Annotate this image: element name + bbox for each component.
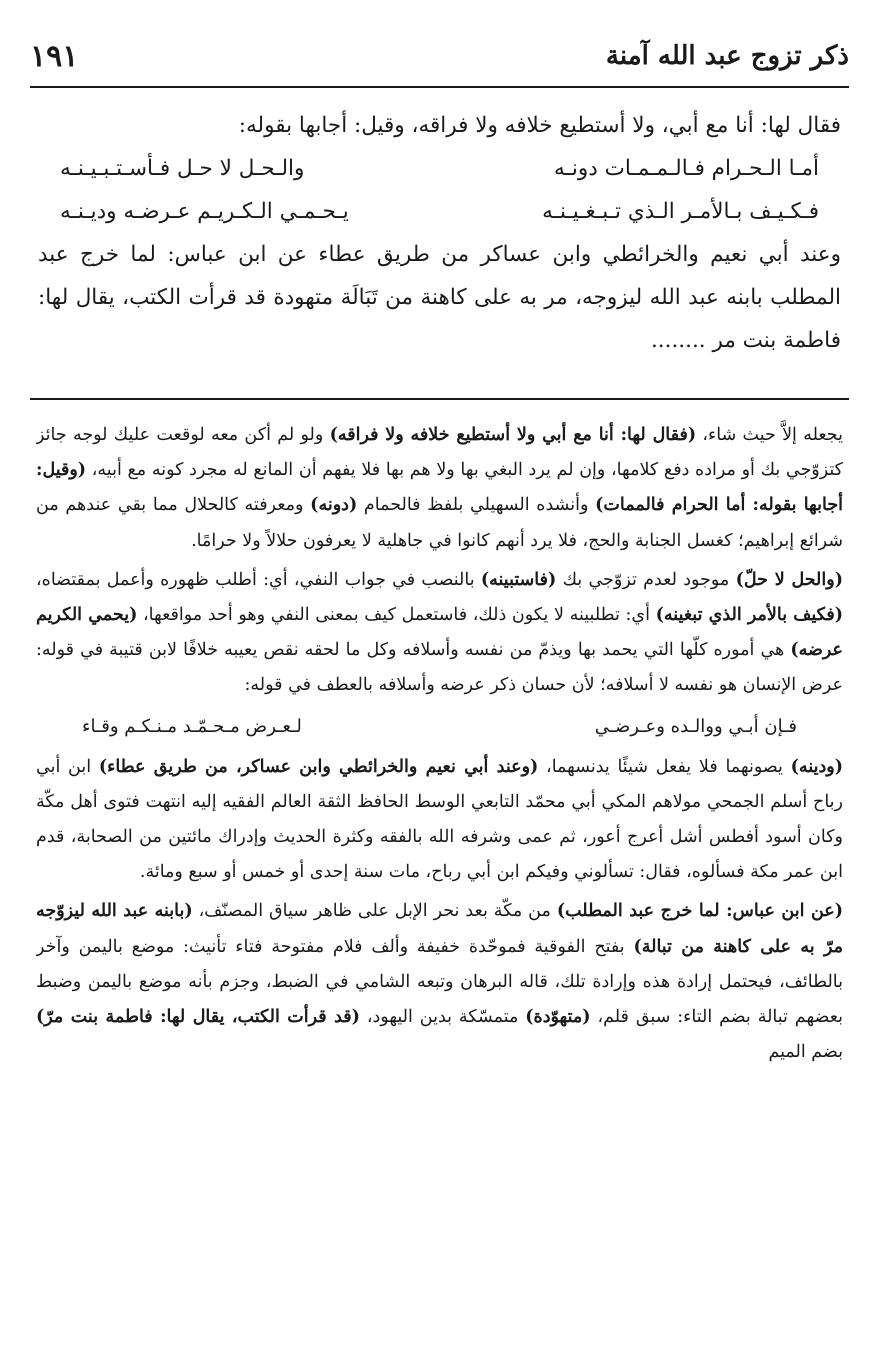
verse-line-2: [38, 190, 841, 233]
verse-2-second-hemistich: يـحـمـي الـكـريـم عـرضـه وديـنـه: [60, 199, 349, 224]
commentary-text-run: يجعله إلاَّ حيث شاء،: [696, 425, 843, 445]
running-title: ذكر تزوج عبد الله آمنة: [605, 41, 849, 71]
main-paragraph-2: وعند أبي نعيم والخرائطي وابن عساكر من طريق عطاء عن ابن عباس: لما خرج عبد المطلب بابنه عبد الله ليزوجه، مر به على كاهنة من تَبَالَة متهودة قد قرأت الكتب، يقال لها: فاطمة بنت مر ........: [38, 242, 841, 353]
commentary-text-run: أي: تطلبينه لا يكون ذلك، فاستعمل كيف بمعنى النفي وهو أحد مواقعها،: [137, 605, 656, 626]
page-number: ١٩١: [30, 38, 79, 74]
page-header: [30, 30, 849, 82]
commentary-paragraph-3: [36, 750, 843, 891]
verse-line-1: [38, 147, 841, 190]
commentary-paragraph-4: [36, 894, 843, 1070]
verse-3-first-hemistich: فـإن أبـي ووالـده وعـرضـي: [594, 715, 797, 737]
commentary-text-run: يصونهما فلا يفعل شيئًا يدنسهما،: [538, 756, 791, 777]
commentary-text-run: من مكّة بعد نحر الإبل على ظاهر سياق المصنّف،: [192, 901, 557, 922]
verse-1-second-hemistich: والـحـل لا حـل فـأسـتـبـيـنـه: [60, 156, 305, 181]
commentary-text-run: وأنشده السهيلي بلفظ فالحمام: [357, 495, 596, 516]
commentary-text-run: هي أموره كلّها التي يحمد بها ويذمّ من نفسه وأسلافه وكل ما لحقه نقص يعيبه خلافًا لابن قتيبة في قوله: عرض الإنسان هو نفسه لا أسلافه؛ لأن حسان ذكر عرضه وأسلافه بالعطف في قوله:: [36, 640, 843, 696]
commentary-text-run: ومعرفته كالحلال مما بقي عندهم من شرائع إبراهيم؛ كغسل الجنابة والحج، فلا يرد أنهم كانوا في جاهلية لا يعرفون حلالاً ولا حرامًا.: [36, 495, 843, 551]
quoted-matn: (ودينه): [790, 756, 843, 777]
verse-3-second-hemistich: لـعـرض مـحـمّـد مـنـكـم وقـاء: [82, 715, 302, 737]
quoted-matn: (فكيف بالأمر الذي تبغينه): [655, 605, 843, 626]
commentary-paragraph-1: [36, 418, 843, 559]
header-rule: [30, 86, 849, 88]
quoted-matn: (فاستبينه): [480, 569, 557, 590]
commentary-text-run: متمسّكة بدين اليهود،: [359, 1007, 526, 1028]
quoted-matn: (متهوّدة): [525, 1007, 591, 1028]
quoted-matn: (والحل لا حلّ): [735, 569, 843, 590]
commentary-text-run: ابن أبي رباح أسلم الجمحي مولاهم المكي أبي محمّد التابعي الوسط الحافظ الثقة العالم الفقيه إليه انتهت فتوى أهل مكّة وكان أسود أفطس أشل أعرج أعور، ثم عمى وشرفه الله بالفقه وكثرة الحديث وإدراك مائتين من الصحابة، قدم ابن عمر مكة فسألوه، فقال: تسألوني وفيكم ابن أبي رباح، مات سنة إحدى أو خمس أو سبع ومائة.: [36, 756, 843, 883]
commentary-text-run: ولو لم أكن معه لوقعت عليك لوجه جائز كتزوّجي بك أو مراده دفع كلامها، وإن لم يرد البغي بها ولا هم بها فلا يفهم أن المانع له مجرد كونه مع أبيه،: [36, 425, 843, 481]
quoted-matn: (دونه): [310, 495, 358, 516]
main-paragraph-1: فقال لها: أنا مع أبي، ولا أستطيع خلافه ولا فراقه، وقيل: أجابها بقوله:: [238, 113, 841, 138]
main-text: [38, 104, 841, 390]
quoted-matn: (فقال لها: أنا مع أبي ولا أستطيع خلافه ولا فراقه): [329, 425, 697, 445]
footnote-separator: [30, 398, 849, 400]
commentary-text-run: بفتح الفوقية فموحّدة خفيفة وألف فلام مفتوحة فتاء تأنيث: موضع باليمن وآخر بالطائف، فيحتمل إرادة هذه وإرادة تلك، قاله البرهان وتبعه الشامي في الضبط، وجزم بأنه موضع باليمن وضبط بعضهم تبالة بضم التاء: سبق قلم،: [36, 936, 843, 1028]
commentary-text-run: موجود لعدم تزوّجي بك: [556, 569, 736, 590]
quoted-matn: (وعند أبي نعيم والخرائطي وابن عساكر، من طريق عطاء): [98, 756, 539, 777]
verse-1-first-hemistich: أمـا الـحـرام فـالـمـمـات دونـه: [554, 156, 819, 181]
quoted-matn: (يحمي الكريم عرضه): [36, 605, 843, 661]
quoted-matn: (بابنه عبد الله ليزوّجه مرّ به على كاهنة من تبالة): [36, 901, 843, 957]
commentary-text-run: بضم الميم: [768, 1042, 843, 1063]
quoted-matn: (عن ابن عباس: لما خرج عبد المطلب): [556, 901, 843, 922]
quoted-matn: (وقيل: أجابها بقوله: أما الحرام فالممات): [36, 460, 843, 516]
commentary-text: [36, 418, 843, 1338]
commentary-verse: [36, 708, 843, 746]
commentary-paragraph-2: [36, 563, 843, 704]
quoted-matn: (قد قرأت الكتب، يقال لها: فاطمة بنت مرّ): [36, 1007, 360, 1028]
commentary-text-run: بالنصب في جواب النفي، أي: أطلب ظهوره وأعمل بمقتضاه،: [36, 569, 481, 590]
verse-2-first-hemistich: فـكـيـف بـالأمـر الـذي تـبـغـيـنـه: [542, 199, 819, 224]
